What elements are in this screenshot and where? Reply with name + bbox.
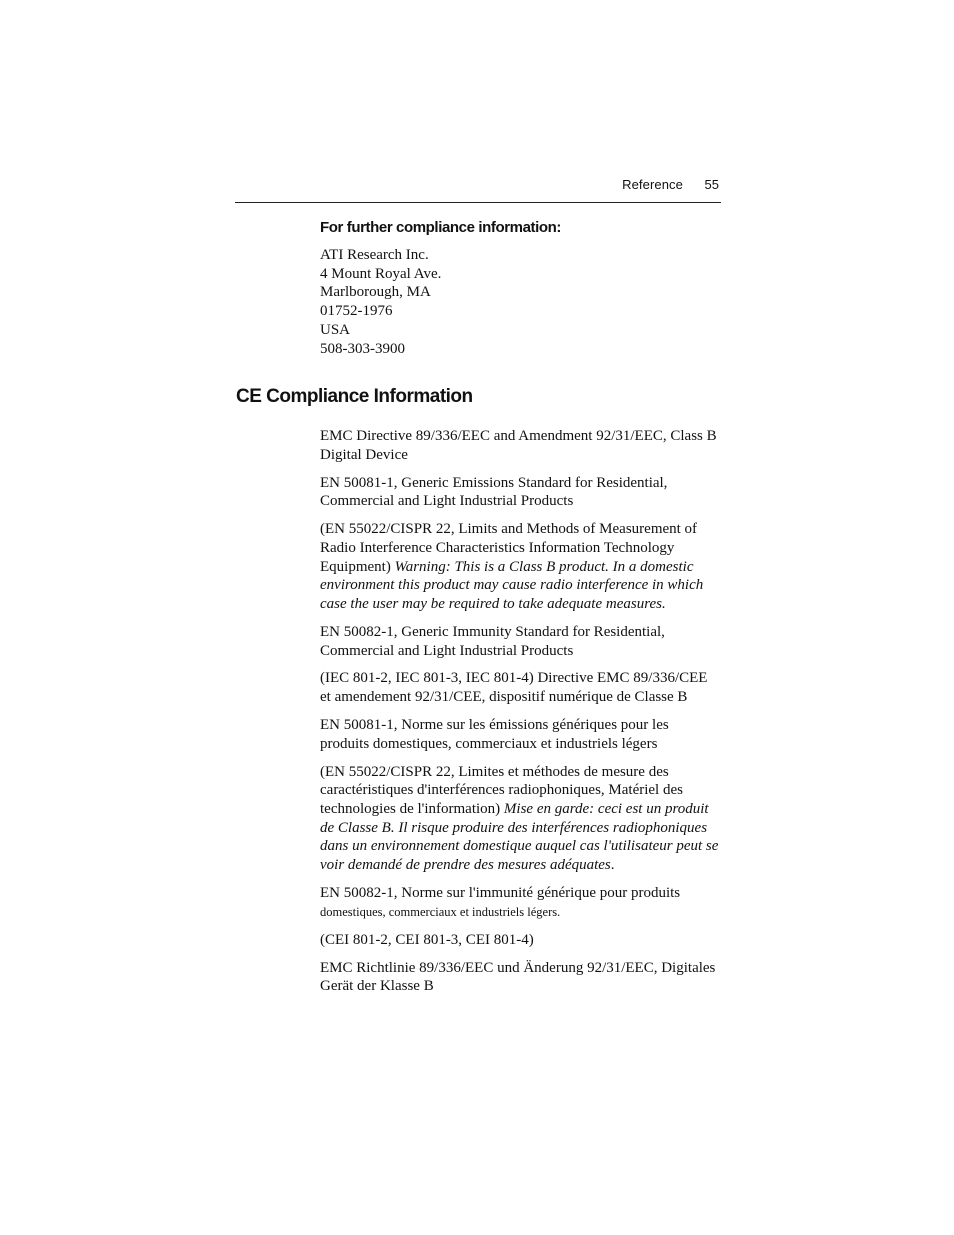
- compliance-contact-block: [320, 218, 720, 358]
- ce-compliance-heading: CE Compliance Information: [236, 386, 473, 407]
- paragraph: EN 50082-1, Generic Immunity Standard for Residential, Commercial and Light Industrial Products: [320, 623, 665, 659]
- paragraph: EN 50081-1, Norme sur les émissions génériques pour les produits domestiques, commerciaux et industriels légers: [320, 717, 669, 752]
- paragraph-text-small: domestiques, commerciaux et industriels légers.: [320, 904, 561, 919]
- address-line: 01752-1976: [320, 303, 393, 320]
- address-line: 508-303-3900: [320, 340, 405, 357]
- address-line: ATI Research Inc.: [320, 247, 429, 263]
- paragraph: (IEC 801-2, IEC 801-3, IEC 801-4) Directive EMC 89/336/CEE et amendement 92/31/CEE, dispositif numérique de Classe B: [320, 670, 708, 706]
- running-header: [235, 176, 721, 203]
- paragraph: [320, 884, 720, 921]
- paragraph-text: (EN 55022/CISPR 22, Limites et méthodes de mesure des caractéristiques d'interférences radiophoniques, Matériel des technologies de l'information): [320, 763, 683, 818]
- paragraph-text: EN 50082-1, Norme sur l'immunité générique pour produits: [320, 885, 681, 902]
- ce-compliance-body: [320, 427, 720, 1005]
- compliance-contact-heading: For further compliance information:: [320, 219, 562, 236]
- paragraph: EN 50081-1, Generic Emissions Standard for Residential, Commercial and Light Industrial Products: [320, 474, 668, 510]
- paragraph: EMC Richtlinie 89/336/EEC und Änderung 92/31/EEC, Digitales Gerät der Klasse B: [320, 959, 716, 995]
- paragraph: (CEI 801-2, CEI 801-3, CEI 801-4): [320, 931, 534, 948]
- paragraph-text: (EN 55022/CISPR 22, Limits and Methods of Measurement of Radio Interference Characteristics Information Technology Equipment): [320, 521, 698, 575]
- paragraph: [320, 763, 720, 875]
- warning-text: Mise en garde: ceci est un produit de Classe B. Il risque produire des interférences radiophoniques dans un environnement domestique auquel cas l'utilisateur peut se voir demandé de prendre des mesures adéquates: [320, 801, 719, 874]
- paragraph: [320, 520, 720, 614]
- header-section-title: Reference: [622, 177, 683, 192]
- paragraph-end: .: [610, 857, 615, 874]
- address-block: [320, 246, 720, 358]
- address-line: Marlborough, MA: [320, 284, 431, 301]
- address-line: USA: [320, 321, 351, 338]
- address-line: 4 Mount Royal Ave.: [320, 265, 442, 282]
- warning-text: Warning: This is a Class B product. In a domestic environment this product may cause radio interference in which case the user may be required to take adequate measures.: [320, 558, 704, 612]
- page-number: 55: [704, 177, 719, 192]
- paragraph: EMC Directive 89/336/EEC and Amendment 92/31/EEC, Class B Digital Device: [320, 428, 717, 463]
